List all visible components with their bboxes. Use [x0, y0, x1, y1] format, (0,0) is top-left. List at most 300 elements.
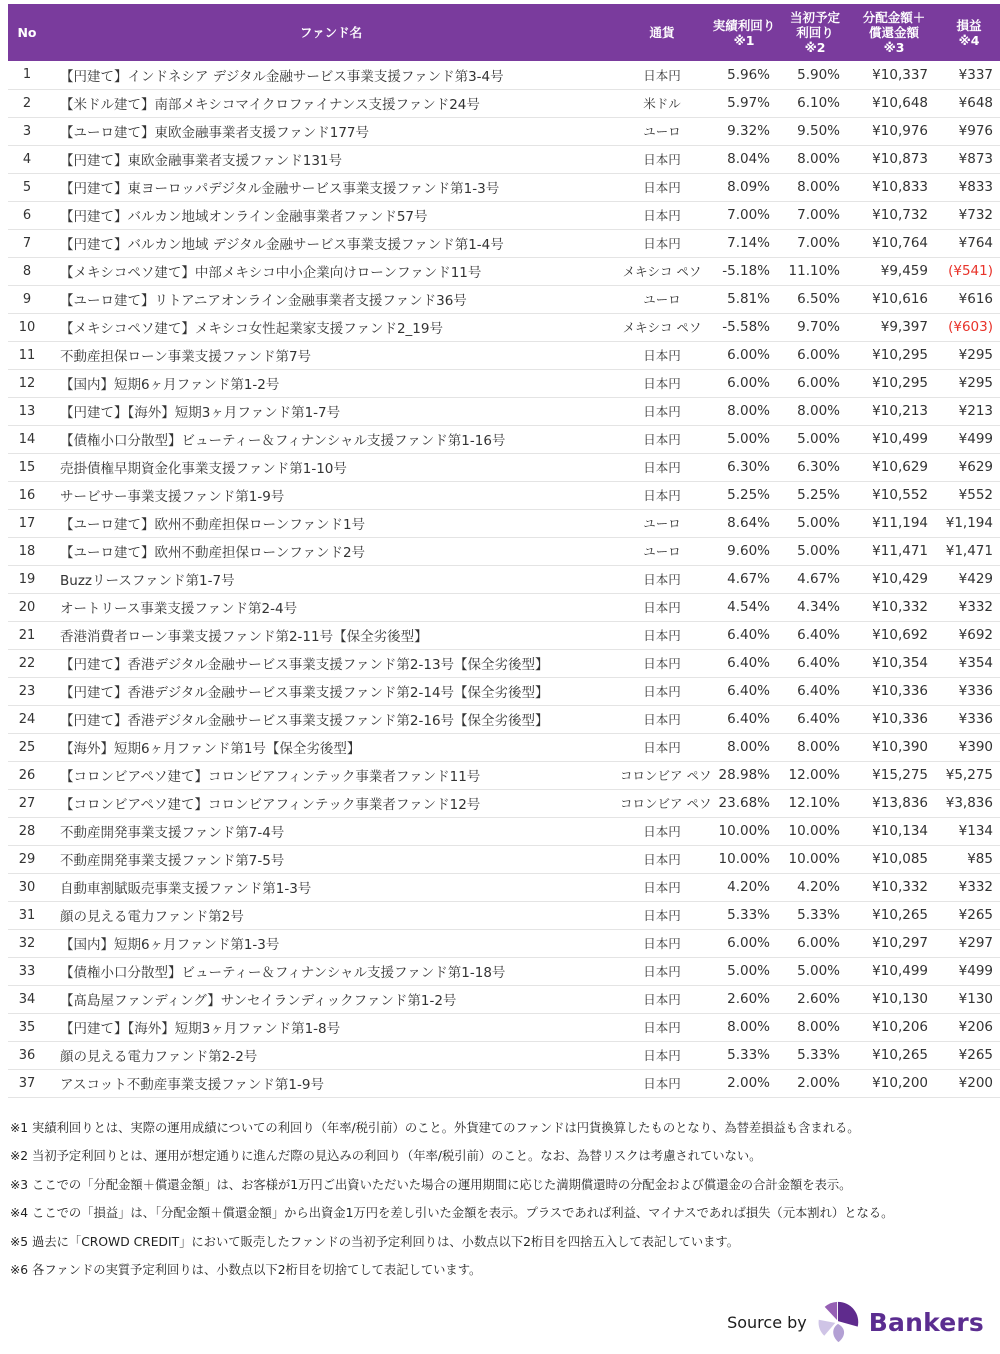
cell-fund-name: 売掛債権早期資金化事業支援ファンド第1-10号 [46, 453, 616, 481]
cell-planned-yield: 5.00% [780, 537, 850, 565]
table-row [8, 397, 1000, 425]
cell-fund-name: 【ユーロ建て】リトアニアオンライン金融事業者支援ファンド36号 [46, 285, 616, 313]
cell-planned-yield: 8.00% [780, 173, 850, 201]
cell-currency: 日本円 [616, 845, 708, 873]
cell-fund-name: 【円建て】【海外】短期3ヶ月ファンド第1-8号 [46, 1013, 616, 1041]
cell-actual-yield: 5.00% [708, 425, 780, 453]
cell-fund-name: 自動車割賦販売事業支援ファンド第1-3号 [46, 873, 616, 901]
cell-planned-yield: 12.10% [780, 789, 850, 817]
cell-amount: ¥10,976 [850, 117, 938, 145]
cell-amount: ¥10,085 [850, 845, 938, 873]
cell-actual-yield: 5.33% [708, 901, 780, 929]
footer [727, 1300, 984, 1344]
cell-planned-yield: 5.00% [780, 957, 850, 985]
table-row [8, 425, 1000, 453]
cell-amount: ¥13,836 [850, 789, 938, 817]
cell-currency: 日本円 [616, 1041, 708, 1069]
cell-planned-yield: 5.25% [780, 481, 850, 509]
cell-fund-name: アスコット不動産事業支援ファンド第1-9号 [46, 1069, 616, 1097]
cell-currency: 日本円 [616, 957, 708, 985]
cell-amount: ¥10,130 [850, 985, 938, 1013]
cell-no: 14 [8, 425, 46, 453]
cell-currency: ユーロ [616, 509, 708, 537]
cell-planned-yield: 10.00% [780, 817, 850, 845]
cell-no: 31 [8, 901, 46, 929]
cell-profit: ¥134 [938, 817, 1000, 845]
cell-profit: ¥337 [938, 61, 1000, 89]
cell-amount: ¥10,332 [850, 593, 938, 621]
cell-no: 6 [8, 201, 46, 229]
cell-no: 20 [8, 593, 46, 621]
cell-currency: コロンビア ペソ [616, 761, 708, 789]
cell-profit: ¥692 [938, 621, 1000, 649]
cell-no: 33 [8, 957, 46, 985]
cell-currency: 日本円 [616, 817, 708, 845]
cell-fund-name: 【円建て】香港デジタル金融サービス事業支援ファンド第2-16号【保全劣後型】 [46, 705, 616, 733]
cell-planned-yield: 6.40% [780, 649, 850, 677]
table-row [8, 173, 1000, 201]
table-row [8, 733, 1000, 761]
cell-fund-name: 【円建て】東ヨーロッパデジタル金融サービス事業支援ファンド第1-3号 [46, 173, 616, 201]
table-row [8, 341, 1000, 369]
cell-fund-name: 【髙島屋ファンディング】サンセイランディックファンド第1-2号 [46, 985, 616, 1013]
cell-actual-yield: 5.25% [708, 481, 780, 509]
table-row [8, 229, 1000, 257]
cell-currency: コロンビア ペソ [616, 789, 708, 817]
cell-profit: ¥206 [938, 1013, 1000, 1041]
cell-amount: ¥10,134 [850, 817, 938, 845]
cell-amount: ¥10,295 [850, 341, 938, 369]
cell-no: 8 [8, 257, 46, 285]
cell-actual-yield: 8.00% [708, 397, 780, 425]
cell-profit: ¥130 [938, 985, 1000, 1013]
cell-actual-yield: 9.32% [708, 117, 780, 145]
table-row [8, 313, 1000, 341]
cell-currency: 日本円 [616, 565, 708, 593]
cell-currency: 日本円 [616, 649, 708, 677]
cell-no: 16 [8, 481, 46, 509]
cell-profit: ¥336 [938, 705, 1000, 733]
cell-profit: ¥265 [938, 901, 1000, 929]
cell-fund-name: 顔の見える電力ファンド第2号 [46, 901, 616, 929]
cell-no: 4 [8, 145, 46, 173]
cell-no: 21 [8, 621, 46, 649]
cell-profit: ¥213 [938, 397, 1000, 425]
cell-planned-yield: 11.10% [780, 257, 850, 285]
cell-no: 7 [8, 229, 46, 257]
cell-profit: ¥332 [938, 873, 1000, 901]
cell-profit: ¥390 [938, 733, 1000, 761]
cell-actual-yield: 8.09% [708, 173, 780, 201]
table-row [8, 677, 1000, 705]
cell-planned-yield: 7.00% [780, 201, 850, 229]
table-row [8, 369, 1000, 397]
cell-currency: 日本円 [616, 425, 708, 453]
cell-actual-yield: 6.40% [708, 621, 780, 649]
cell-no: 13 [8, 397, 46, 425]
footnote: ※6 各ファンドの実質予定利回りは、小数点以下2桁目を切捨てして表記しています。 [10, 1263, 482, 1277]
cell-no: 23 [8, 677, 46, 705]
cell-fund-name: オートリース事業支援ファンド第2-4号 [46, 593, 616, 621]
cell-actual-yield: 6.40% [708, 649, 780, 677]
cell-actual-yield: 6.00% [708, 369, 780, 397]
table-row [8, 1041, 1000, 1069]
cell-actual-yield: -5.18% [708, 257, 780, 285]
cell-actual-yield: 5.00% [708, 957, 780, 985]
cell-no: 1 [8, 61, 46, 89]
table-row [8, 257, 1000, 285]
cell-no: 22 [8, 649, 46, 677]
cell-fund-name: 【国内】短期6ヶ月ファンド第1-2号 [46, 369, 616, 397]
cell-no: 36 [8, 1041, 46, 1069]
cell-fund-name: 【ユーロ建て】東欧金融事業者支援ファンド177号 [46, 117, 616, 145]
cell-profit: ¥295 [938, 369, 1000, 397]
cell-actual-yield: 8.04% [708, 145, 780, 173]
cell-currency: 日本円 [616, 929, 708, 957]
table-header [8, 4, 1000, 61]
cell-actual-yield: 5.97% [708, 89, 780, 117]
cell-currency: 日本円 [616, 341, 708, 369]
cell-fund-name: 不動産開発事業支援ファンド第7-5号 [46, 845, 616, 873]
cell-no: 2 [8, 89, 46, 117]
cell-amount: ¥10,764 [850, 229, 938, 257]
cell-fund-name: 【コロンビアペソ建て】コロンビアフィンテック事業者ファンド12号 [46, 789, 616, 817]
cell-currency: 日本円 [616, 145, 708, 173]
cell-profit: ¥297 [938, 929, 1000, 957]
cell-actual-yield: 8.64% [708, 509, 780, 537]
cell-planned-yield: 6.00% [780, 929, 850, 957]
table-row [8, 145, 1000, 173]
cell-amount: ¥10,390 [850, 733, 938, 761]
table-row [8, 761, 1000, 789]
cell-profit: ¥1,194 [938, 509, 1000, 537]
table-row [8, 537, 1000, 565]
cell-amount: ¥10,648 [850, 89, 938, 117]
cell-currency: 日本円 [616, 1069, 708, 1097]
cell-currency: メキシコ ペソ [616, 257, 708, 285]
cell-actual-yield: 10.00% [708, 845, 780, 873]
cell-actual-yield: 6.40% [708, 677, 780, 705]
cell-amount: ¥10,297 [850, 929, 938, 957]
cell-currency: ユーロ [616, 117, 708, 145]
table-row [8, 1069, 1000, 1097]
cell-amount: ¥10,213 [850, 397, 938, 425]
cell-no: 30 [8, 873, 46, 901]
cell-currency: 日本円 [616, 677, 708, 705]
cell-profit: ¥85 [938, 845, 1000, 873]
cell-no: 26 [8, 761, 46, 789]
cell-planned-yield: 8.00% [780, 733, 850, 761]
column-header-amount: 分配金額＋ 償還金額 ※3 [850, 4, 938, 61]
cell-profit: (¥603) [938, 313, 1000, 341]
table-row [8, 845, 1000, 873]
cell-actual-yield: 5.96% [708, 61, 780, 89]
cell-actual-yield: 8.00% [708, 1013, 780, 1041]
footnote: ※4 ここでの「損益」は、「分配金額＋償還金額」から出資金1万円を差し引いた金額を表示。プラスであれば利益、マイナスであれば損失（元本割れ）となる。 [10, 1206, 894, 1220]
cell-fund-name: 不動産担保ローン事業支援ファンド第7号 [46, 341, 616, 369]
cell-planned-yield: 6.40% [780, 677, 850, 705]
cell-actual-yield: 6.00% [708, 929, 780, 957]
cell-amount: ¥10,616 [850, 285, 938, 313]
cell-planned-yield: 8.00% [780, 397, 850, 425]
cell-profit: ¥1,471 [938, 537, 1000, 565]
table-header-row [8, 4, 1000, 61]
cell-no: 37 [8, 1069, 46, 1097]
cell-amount: ¥10,265 [850, 1041, 938, 1069]
cell-fund-name: 【債権小口分散型】ビューティー＆フィナンシャル支援ファンド第1-16号 [46, 425, 616, 453]
cell-planned-yield: 5.00% [780, 509, 850, 537]
cell-actual-yield: 4.20% [708, 873, 780, 901]
cell-fund-name: 不動産開発事業支援ファンド第7-4号 [46, 817, 616, 845]
cell-actual-yield: 8.00% [708, 733, 780, 761]
cell-actual-yield: 10.00% [708, 817, 780, 845]
table-row [8, 509, 1000, 537]
cell-amount: ¥10,552 [850, 481, 938, 509]
cell-no: 9 [8, 285, 46, 313]
footnotes [10, 1114, 1000, 1285]
column-header-no: No [8, 4, 46, 61]
column-header-profit: 損益 ※4 [938, 4, 1000, 61]
table-row [8, 705, 1000, 733]
cell-currency: 日本円 [616, 733, 708, 761]
cell-planned-yield: 8.00% [780, 145, 850, 173]
table-row [8, 201, 1000, 229]
cell-no: 29 [8, 845, 46, 873]
cell-amount: ¥10,429 [850, 565, 938, 593]
table-row [8, 481, 1000, 509]
cell-fund-name: 【コロンビアペソ建て】コロンビアフィンテック事業者ファンド11号 [46, 761, 616, 789]
cell-actual-yield: 6.40% [708, 705, 780, 733]
cell-amount: ¥10,692 [850, 621, 938, 649]
cell-fund-name: 【米ドル建て】南部メキシコマイクロファイナンス支援ファンド24号 [46, 89, 616, 117]
cell-fund-name: 【円建て】東欧金融事業者支援ファンド131号 [46, 145, 616, 173]
cell-profit: ¥648 [938, 89, 1000, 117]
cell-profit: ¥499 [938, 957, 1000, 985]
cell-profit: ¥732 [938, 201, 1000, 229]
cell-profit: ¥332 [938, 593, 1000, 621]
cell-profit: ¥3,836 [938, 789, 1000, 817]
table-row [8, 789, 1000, 817]
cell-planned-yield: 6.00% [780, 369, 850, 397]
cell-planned-yield: 6.50% [780, 285, 850, 313]
cell-currency: 日本円 [616, 453, 708, 481]
cell-profit: ¥976 [938, 117, 1000, 145]
cell-fund-name: 【国内】短期6ヶ月ファンド第1-3号 [46, 929, 616, 957]
cell-amount: ¥10,200 [850, 1069, 938, 1097]
column-header-actual-yield: 実績利回り ※1 [708, 4, 780, 61]
cell-no: 35 [8, 1013, 46, 1041]
cell-currency: 日本円 [616, 1013, 708, 1041]
cell-actual-yield: 5.33% [708, 1041, 780, 1069]
cell-actual-yield: 2.00% [708, 1069, 780, 1097]
cell-currency: 日本円 [616, 201, 708, 229]
cell-fund-name: 顔の見える電力ファンド第2-2号 [46, 1041, 616, 1069]
cell-amount: ¥10,833 [850, 173, 938, 201]
table-row [8, 593, 1000, 621]
cell-amount: ¥10,873 [850, 145, 938, 173]
cell-fund-name: 【円建て】香港デジタル金融サービス事業支援ファンド第2-14号【保全劣後型】 [46, 677, 616, 705]
cell-amount: ¥10,206 [850, 1013, 938, 1041]
footnote: ※1 実績利回りとは、実際の運用成績についての利回り（年率/税引前）のこと。外貨建てのファンドは円貨換算したものとなり、為替差損益も含まれる。 [10, 1120, 860, 1135]
cell-fund-name: 【円建て】バルカン地域 デジタル金融サービス事業支援ファンド第1-4号 [46, 229, 616, 257]
cell-fund-name: 【円建て】インドネシア デジタル金融サービス事業支援ファンド第3-4号 [46, 61, 616, 89]
cell-amount: ¥9,397 [850, 313, 938, 341]
cell-currency: 日本円 [616, 593, 708, 621]
cell-fund-name: 【円建て】香港デジタル金融サービス事業支援ファンド第2-13号【保全劣後型】 [46, 649, 616, 677]
cell-no: 17 [8, 509, 46, 537]
cell-actual-yield: 2.60% [708, 985, 780, 1013]
cell-currency: 日本円 [616, 873, 708, 901]
cell-no: 34 [8, 985, 46, 1013]
cell-planned-yield: 9.70% [780, 313, 850, 341]
table-body [8, 61, 1000, 1097]
cell-no: 12 [8, 369, 46, 397]
cell-fund-name: 【債権小口分散型】ビューティー＆フィナンシャル支援ファンド第1-18号 [46, 957, 616, 985]
cell-no: 11 [8, 341, 46, 369]
table-row [8, 89, 1000, 117]
cell-planned-yield: 7.00% [780, 229, 850, 257]
cell-planned-yield: 2.60% [780, 985, 850, 1013]
table-row [8, 621, 1000, 649]
cell-no: 27 [8, 789, 46, 817]
cell-currency: 日本円 [616, 705, 708, 733]
table-row [8, 873, 1000, 901]
cell-amount: ¥10,629 [850, 453, 938, 481]
cell-fund-name: 【海外】短期6ヶ月ファンド第1号【保全劣後型】 [46, 733, 616, 761]
cell-amount: ¥11,471 [850, 537, 938, 565]
cell-amount: ¥10,732 [850, 201, 938, 229]
cell-planned-yield: 6.40% [780, 621, 850, 649]
cell-profit: ¥354 [938, 649, 1000, 677]
cell-planned-yield: 12.00% [780, 761, 850, 789]
cell-amount: ¥10,354 [850, 649, 938, 677]
cell-amount: ¥10,295 [850, 369, 938, 397]
cell-no: 15 [8, 453, 46, 481]
cell-actual-yield: 9.60% [708, 537, 780, 565]
cell-no: 28 [8, 817, 46, 845]
cell-profit: ¥764 [938, 229, 1000, 257]
cell-no: 18 [8, 537, 46, 565]
cell-actual-yield: 6.30% [708, 453, 780, 481]
table-row [8, 1013, 1000, 1041]
cell-amount: ¥10,336 [850, 677, 938, 705]
cell-planned-yield: 9.50% [780, 117, 850, 145]
cell-planned-yield: 4.67% [780, 565, 850, 593]
cell-no: 24 [8, 705, 46, 733]
cell-planned-yield: 5.33% [780, 901, 850, 929]
cell-actual-yield: 5.81% [708, 285, 780, 313]
cell-planned-yield: 8.00% [780, 1013, 850, 1041]
cell-currency: 日本円 [616, 369, 708, 397]
column-header-planned-yield: 当初予定 利回り ※2 [780, 4, 850, 61]
table-row [8, 649, 1000, 677]
cell-amount: ¥10,265 [850, 901, 938, 929]
source-by-label: Source by [727, 1312, 807, 1332]
cell-profit: (¥541) [938, 257, 1000, 285]
table-row [8, 565, 1000, 593]
cell-no: 32 [8, 929, 46, 957]
cell-fund-name: 【円建て】【海外】短期3ヶ月ファンド第1-7号 [46, 397, 616, 425]
cell-currency: 日本円 [616, 985, 708, 1013]
cell-planned-yield: 5.00% [780, 425, 850, 453]
cell-profit: ¥552 [938, 481, 1000, 509]
cell-profit: ¥499 [938, 425, 1000, 453]
column-header-name: ファンド名 [46, 4, 616, 61]
table-row [8, 117, 1000, 145]
cell-currency: ユーロ [616, 537, 708, 565]
cell-no: 10 [8, 313, 46, 341]
cell-amount: ¥9,459 [850, 257, 938, 285]
cell-actual-yield: 7.00% [708, 201, 780, 229]
cell-amount: ¥10,499 [850, 425, 938, 453]
cell-fund-name: 【円建て】バルカン地域オンライン金融事業者ファンド57号 [46, 201, 616, 229]
cell-currency: 日本円 [616, 621, 708, 649]
table-row [8, 817, 1000, 845]
cell-fund-name: Buzzリースファンド第1-7号 [46, 565, 616, 593]
cell-planned-yield: 4.20% [780, 873, 850, 901]
cell-currency: 日本円 [616, 229, 708, 257]
cell-profit: ¥873 [938, 145, 1000, 173]
cell-planned-yield: 5.33% [780, 1041, 850, 1069]
cell-actual-yield: 28.98% [708, 761, 780, 789]
cell-currency: 日本円 [616, 397, 708, 425]
table-row [8, 61, 1000, 89]
cell-fund-name: 【メキシコペソ建て】中部メキシコ中小企業向けローンファンド11号 [46, 257, 616, 285]
cell-profit: ¥629 [938, 453, 1000, 481]
cell-planned-yield: 5.90% [780, 61, 850, 89]
cell-planned-yield: 2.00% [780, 1069, 850, 1097]
cell-currency: 日本円 [616, 173, 708, 201]
table-row [8, 957, 1000, 985]
cell-planned-yield: 6.00% [780, 341, 850, 369]
cell-planned-yield: 10.00% [780, 845, 850, 873]
cell-currency: 日本円 [616, 61, 708, 89]
cell-currency: メキシコ ペソ [616, 313, 708, 341]
cell-profit: ¥616 [938, 285, 1000, 313]
cell-currency: 日本円 [616, 901, 708, 929]
cell-currency: ユーロ [616, 285, 708, 313]
cell-actual-yield: 7.14% [708, 229, 780, 257]
cell-profit: ¥295 [938, 341, 1000, 369]
cell-amount: ¥10,499 [850, 957, 938, 985]
bankers-logo-icon [816, 1300, 860, 1344]
cell-planned-yield: 6.10% [780, 89, 850, 117]
cell-fund-name: サービサー事業支援ファンド第1-9号 [46, 481, 616, 509]
cell-fund-name: 【メキシコペソ建て】メキシコ女性起業家支援ファンド2_19号 [46, 313, 616, 341]
cell-fund-name: 香港消費者ローン事業支援ファンド第2-11号【保全劣後型】 [46, 621, 616, 649]
cell-actual-yield: 23.68% [708, 789, 780, 817]
cell-profit: ¥429 [938, 565, 1000, 593]
footnote: ※3 ここでの「分配金額＋償還金額」は、お客様が1万円ご出資いただいた場合の運用期間に応じた満期償還時の分配金および償還金の合計金額を表示。 [10, 1177, 852, 1192]
cell-profit: ¥265 [938, 1041, 1000, 1069]
footnote: ※5 過去に「CROWD CREDIT」において販売したファンドの当初予定利回りは、小数点以下2桁目を四捨五入して表記しています。 [10, 1234, 740, 1249]
cell-amount: ¥11,194 [850, 509, 938, 537]
table-row [8, 985, 1000, 1013]
table-row [8, 929, 1000, 957]
cell-amount: ¥10,332 [850, 873, 938, 901]
cell-no: 3 [8, 117, 46, 145]
cell-profit: ¥5,275 [938, 761, 1000, 789]
table-row [8, 901, 1000, 929]
cell-currency: 日本円 [616, 481, 708, 509]
cell-planned-yield: 6.40% [780, 705, 850, 733]
cell-amount: ¥10,337 [850, 61, 938, 89]
cell-fund-name: 【ユーロ建て】欧州不動産担保ローンファンド1号 [46, 509, 616, 537]
cell-actual-yield: 4.67% [708, 565, 780, 593]
cell-profit: ¥200 [938, 1069, 1000, 1097]
cell-no: 19 [8, 565, 46, 593]
cell-amount: ¥15,275 [850, 761, 938, 789]
